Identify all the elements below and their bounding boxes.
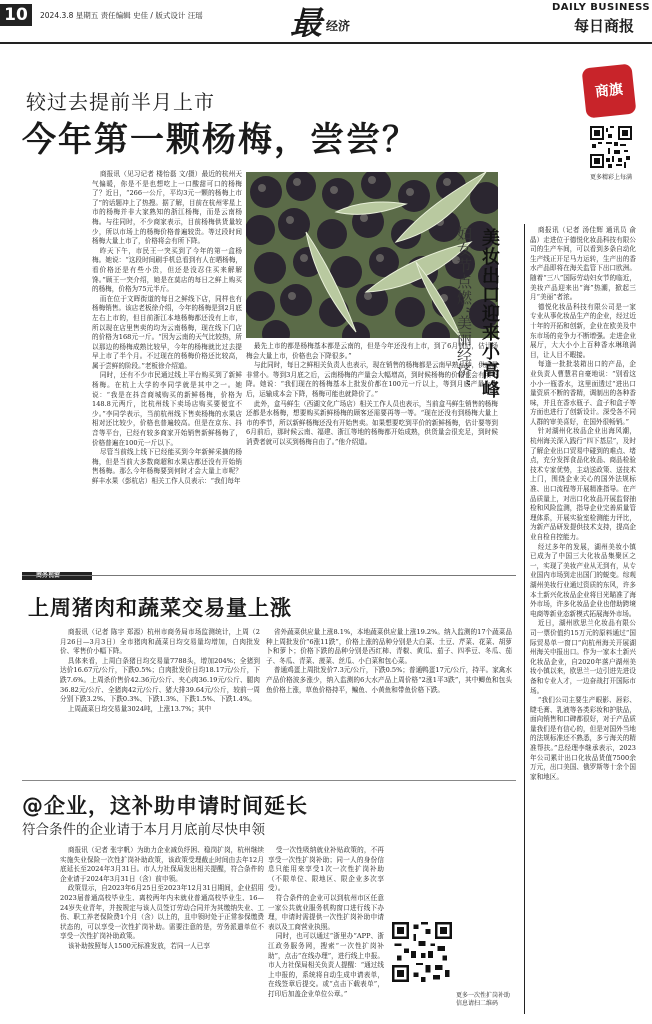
lead-kicker: 较过去提前半月上市 [26,90,215,114]
side-qr-code[interactable] [590,126,632,168]
pork-top-rule [22,575,516,576]
enterprise-col1-p1: 商报讯（记者 张宇帆）为助力企业减负纾困、稳岗扩岗，杭州继续实施失业保险一次性扩岗补助政策，该政策受理截止时间由去年12月底延长至2024年3月31日。市人力社保局发出相关提醒，符合条件的企业请于2024年3月31日（含）前申领。 [60,846,264,883]
vertical-article-p4: 针对湖州化妆品企业出海风潮，杭州海关深入践行“四下基层”，及时了解企业出口贸易中碰到的难点、堵点，充分发挥食品化妆品、商品检验技术专家优势，主动送政策、送技术上门，围绕企业关心的国外法规标准、出口流程等开展精准指导。在产品质量上，对出口化妆品开展监督抽检和风险监测，指导企业完善质量管理体系，开展实验室检测能力评比，为新产品研发提供技术支持，提高企业自检自控能力。 [530,427,636,541]
dateline: 2024.3.8 星期五 责任编辑 史佳 / 版式设计 汪瑶 [40,11,203,20]
pork-col2-p1: 省外蔬菜供应量上涨8.1%，本地蔬菜供应量上涨19.2%。纳入监测的17个蔬菜品种上周批发价“6涨11跌”，价格上涨的品种分别是大白菜、土豆、芹菜、花菜、胡萝卜和萝卜；价格下跌的品种分别是西红柿、青椒、黄瓜、茄子、四季豆、冬瓜、茄子、冬瓜、青菜、菠菜、丝瓜、小白菜和包心菜。 [266,628,512,665]
brand-cn: 每日商报 [574,17,635,35]
vertical-article-p7: “我们公司主要生产眼影、唇彩、睫毛膏、乳液等各类彩妆和护肤品，面向销售和口碑都很好，对于产品质量我们是有信心的，但是对国外当地的法规标准还不熟悉，多亏海关的精准帮扶。”总经理李继承表示，2023年公司累计出口化妆品货值7500余万元，出口美国、俄罗斯等十余个国家和地区。 [530,696,636,781]
lead-headline: 今年第一颗杨梅，尝尝？ [22,120,418,160]
lead-col1-p1: 商报讯（见习记者 楼怡磊 文/摄）最近的杭州天气偏暖，你是不是也想吃上一口酸甜可口的杨梅了？近日，“266一公斤，平均3元一颗的杨梅上市了”的话题冲上了热搜。据了解，目前在杭州零星上市的杨梅并非大家熟知的浙江杨梅，而是云南杨梅。与往同时，不少商家表示，目前杨梅供货量较少，所以市场上的杨梅价格普遍较贵。等过段时间杨梅大量上市了，价格将会有所下降。 [92,170,242,246]
enterprise-qr-caption: 更多一次性扩岗补助信息请扫二维码 [456,992,511,1007]
lead-col1-p2: 昨天下午，市民王一突买到了今年的第一盒杨梅。她说：“这段时间刷手机总看到有人在晒杨梅，看价格还是有些小贵，但还是没忍住买来解解馋。”顾王一突介绍，她是在莫店的每日之鲜上购买的杨梅，价格为75元半斤。 [92,246,242,294]
pork-col1-p2: 具体来看，上周白条猪日均交易量7788头，增加204%；全猪到达价16.67元/公斤，下跌0.5%；白肉批发价日均18.17元/公斤，下跌7.6%。上周杀价售价42.36元/公斤、夹心肉36.19元/公斤、腿肉36.82元/公斤、全猪肉42元/公斤、猪大排39.64元/公斤，较前一周分别下跌3.2%、下跌0.3%、下跌1.3%、下跌1.5%、下跌1.4%。 [60,656,260,704]
vertical-article-p5: 经过多年的发展，湖州美妆小镇已成为了中国三大化妆品集聚区之一，实现了美妆产业从无到有，从专业国内市场到走出国门的蜕变。综观湖州美妆行业通过资质的东风，许多本土新兴化妆品企业将目光瞄准了海外市场，许多化妆品企业也借助跨境电商等新业态新模式拓展海外市场。 [530,542,636,618]
app-logo[interactable]: 商旗 [582,64,637,119]
brand-en: DAILY BUSINESS [552,2,651,13]
vertical-article-subtitle: 妇女节点燃“美丽经济” [455,226,473,388]
side-qr-caption: 更多精彩上每满 [589,174,632,181]
pork-col1-p3: 上周蔬菜日均交易量3024吨，上涨13.7%；其中 [67,704,212,713]
vertical-article-p6: 近日，湖州欧思兰化妆品有限公司一票价值约15万元的原料通过“国际贸易单一窗口”向杭州海关开展湖州海关申报出口。作为一家本土新兴化妆品企业，自2020年落户湖州美妆小镇以来，欧思兰一边引进先进设备和专业人才，一边奋战打开国际市场。 [530,619,636,695]
vertical-article-p1: 商报讯（记者 汤佳辉 通讯员 俞晶）走进位于德悦化妆品科技有限公司的生产车间，可以看到多条自动化生产线正开足马力运转，生产出的香水产品即将在海关监管下出口欧洲。随着“三八”国际劳动妇女节的临近，美妆产品迎来出“海”热潮，掀起三月“美丽”者浓。 [530,226,636,302]
lead-col1-p3: 而在位于文晖街道的每日之鲜线下店，同样也有杨梅销售。该店老板徐介绍，今年的杨梅是到2月底左右上市的，但目前浙江本地杨梅都还没有上市，所以现在店里售卖的均为云南杨梅，现在线下门店的价格为168元一斤。“因为云南的天气比较热，所以那边的杨梅成熟比较早，今年的杨梅就比过去提早上市了半个月。不过现在的杨梅价格还比较高，属于尝鲜的阶段。”老板徐介绍道。 [92,294,242,370]
enterprise-col1 [60,846,264,1020]
section-big: 最 [290,4,323,42]
enterprise-col1-p3: 该补助按照每人1500元标准发放，若同一人已享 [67,941,210,950]
side-qr-svg [590,126,632,168]
lead-col1-p4: 同时，还有不少市民通过线上平台购买到了新鲜杨梅。在杭上大学的李同学就是其中之一。她说：“我是在抖音商城购买的新鲜杨梅，价格为148.8元两斤，比杭州线下卖场店购买要便宜不少。”李同学表示，当前杭州线下售卖杨梅的水果店相对还比较少，价格也普遍较高。但是在京东、抖音等平台，已经有较多商家开始销售新鲜杨梅了，价格普遍在100元一斤以下。 [92,371,242,447]
lead-col1-p5: 尽管当前线上线下已经能买到今年新鲜采摘的杨梅，但是当前大多数商超和水果店都还没有开始销售杨梅。那么今年杨梅要到何时才会大量上市呢？鲜丰水果（彭杭店）相关工作人员表示：“我们每年 [92,448,242,485]
vertical-article-p2: 德悦化妆品科技有限公司是一家专业从事化妆品生产的企业，经过近十年的开拓和创新，企业在欧美及中东市场的竞争力不断增强。走进企业展厅，大大小小上百种香水琳琅满目，让人目不暇接。 [530,302,636,359]
enterprise-col1-p2: 政策显示，自2023年6月25日至2023年12月31日期间，企业招用2023届普通高校毕业生、离校两年内未就业普通高校毕业生、16—24岁失业青年，并按规定与该人员签订劳动合同并为其缴纳失业、工伤、职工养老保险费1个月（含）以上的，且申领时处于正常参保缴费状态的，可以享受一次性扩岗补助。需要注意的是，劳务派遣单位不享受一次性扩岗补助政策。 [60,884,264,941]
section-logo [290,0,370,40]
pork-col1 [60,628,260,776]
pork-headline: 上周猪肉和蔬菜交易量上涨 [28,596,292,620]
lead-col2-p2: 与此同时，每日之鲜相关负责人也表示，现在销售的杨梅都是云南早熟品种，供应量非常小。等到3月底之后，云南杨梅的产量会大幅增高，到时候杨梅的价格也会有所下降。她说：“我们现在的杨梅基本上批发价都在100元一斤以上，等到月底产量上来后，运输成本会下降，杨梅可能也就降价了。” [246,361,498,398]
enterprise-col2 [268,846,384,1020]
enterprise-subhead: 符合条件的企业请于本月月底前尽快申领 [22,822,265,838]
lead-col2-p1: 最先上市的都是杨梅基本都是云南的，但是今年还没有上市，到了6月前后，估计杨梅会大量上市，价格也会下降很多。” [246,342,498,360]
enterprise-col2-p2: 符合条件的企业可以到杭州市区任意一家公共就业服务机构窗口进行线下办理，申请时需提供一次性扩岗补助申请表以及工商营业执照。 [268,893,384,931]
enterprise-qr-svg [392,922,452,982]
section-small: 经济 [326,19,351,33]
enterprise-qr-code[interactable] [392,922,452,982]
vertical-article-body [530,226,636,1006]
enterprise-headline: @企业，这补助申请时间延长 [22,794,308,818]
pork-bottom-rule [22,780,516,781]
enterprise-col2-p3: 同时，也可以通过“浙里办”APP、浙江政务服务网，搜索“一次性扩岗补助”，点击“在线办理”，进行线上申报。市人力社保局相关负责人提醒：“通过线上申报的，系统将自动生成申请表单，在线签章后提交。或“点击下载表单”，打印后加盖企业单位公章。” [268,932,384,998]
pork-tag [36,572,60,580]
page-number: 10 [0,4,32,26]
lead-col2-p3: 此外，盒马鲜生（西湖文化广场店）相关工作人员也表示，当前盒马鲜生销售的杨梅还都是水杨梅，想要购买新鲜杨梅的顾客还需要再等一等。“现在还没有到杨梅大量上市的季节，所以新鲜杨梅还没有开始售卖。如果想要吃到平价的新鲜杨梅，估计要等到6月前后，那时候云南、福建、浙江等地的杨梅都开始成熟，供货量会很充足，到时候消费者就可以买到杨梅自由了。”他介绍道。 [246,399,498,446]
right-column-rule [524,224,525,1014]
enterprise-col2-p1: 受一次性吸纳就业补贴政策的，不再享受一次性扩岗补助；同一人的身份信息只能用来享受1次一次性扩岗补助（不限单位、限地区、限企业多次享受）。 [268,846,384,893]
header-rule [0,42,652,44]
vertical-article-p3: 每逢一批批装箱出口的产品，企业负责人曹慧君自豪地说：“别看这小小一瓶香水，这里面透过“进出口量资质不断的香精，调制出的各种香味，并且在香水瓶子、盒子和盒子等方面也进行了创新设计。深受各不同人群的审美喜好，在国外很畅销。” [530,360,636,426]
vertical-article-title: 美妆出口迎来小高峰 [479,228,500,399]
pork-col2 [266,628,512,748]
pork-col1-p1: 商报讯（记者 陈宇 郑源）杭州市商务局市场监测统计，上周（2月26日—3月3日）全市猪肉和蔬菜日均交易量均增加，白肉批发价、零售价小幅下降。 [60,628,260,656]
pork-col2-p2: 普通鸡蛋上周批发价7.3元/公斤，下跌0.5%；普通鸭蛋17元/公斤，持平。家禽水产品价格波多涨少，纳入监测的6大水产品上周价格“2涨1平3跌”，其中鲫鱼和包头鱼价格上涨，草鱼价格持平，鳊鱼、小黄鱼和带鱼价格下跌。 [266,666,512,694]
